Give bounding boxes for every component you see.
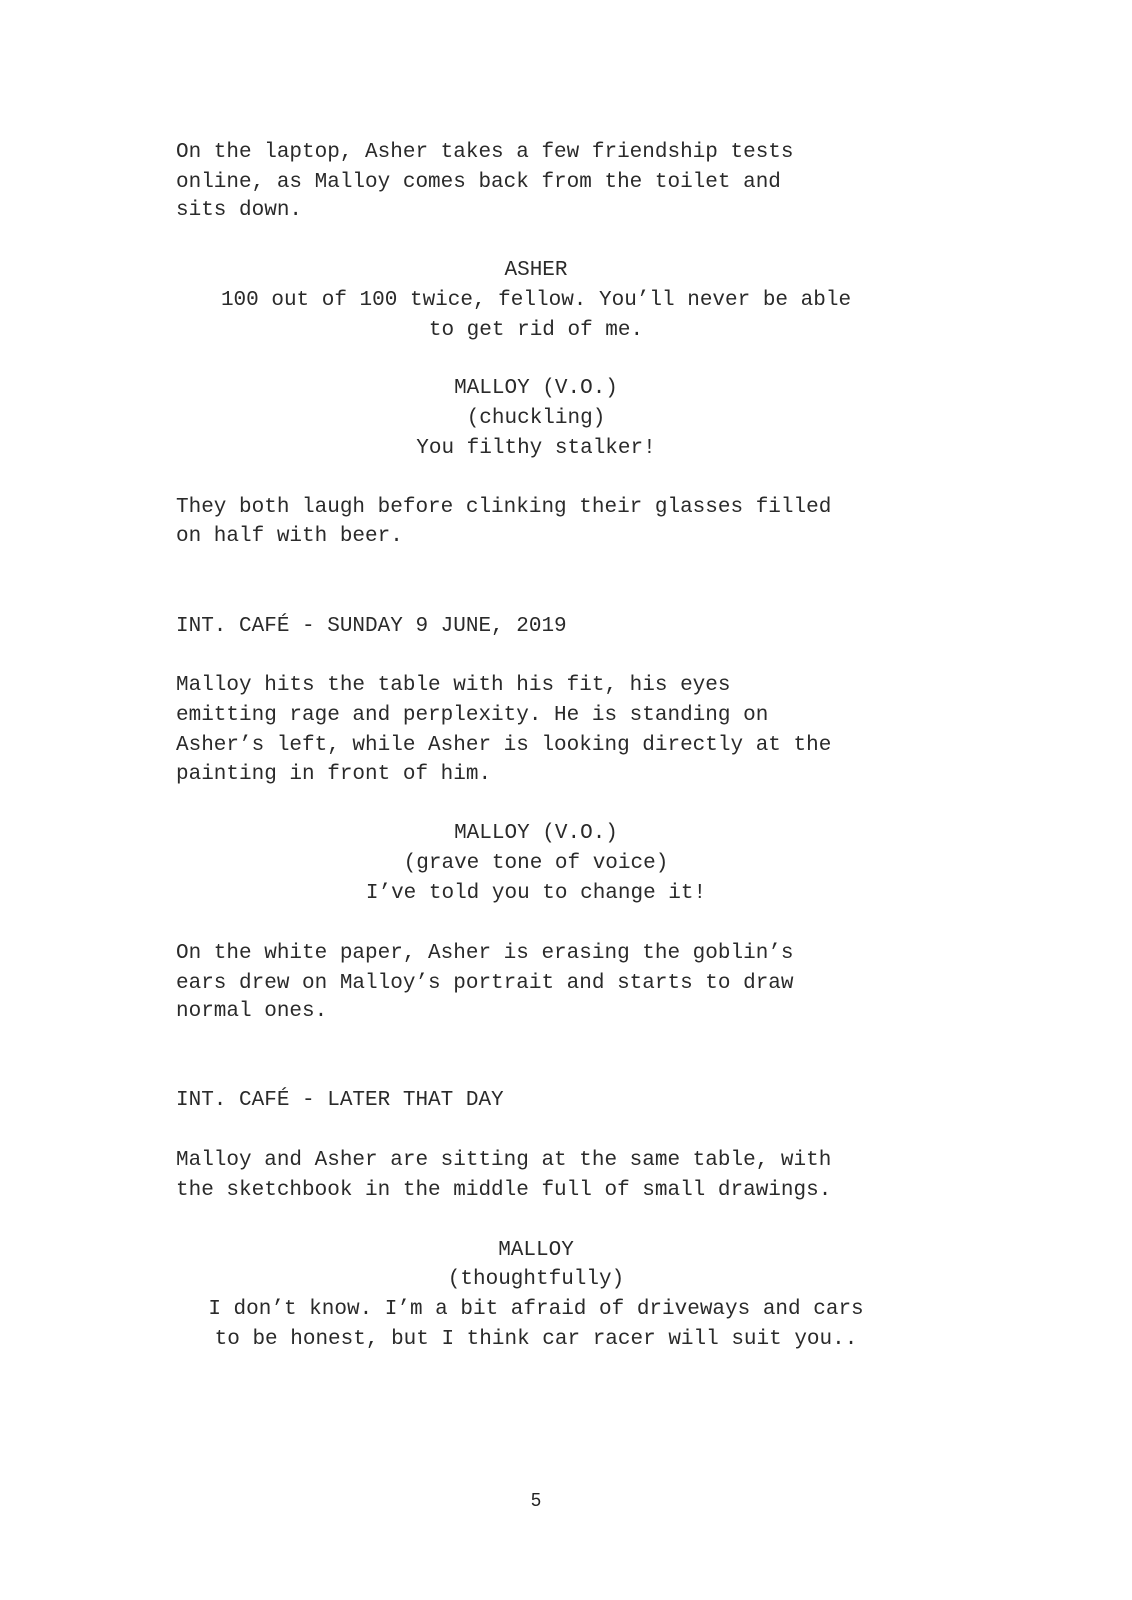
action-line: online, as Malloy comes back from the toilet and — [176, 171, 781, 194]
scene-heading: INT. CAFÉ - LATER THAT DAY — [176, 1089, 504, 1112]
parenthetical: (grave tone of voice) — [403, 852, 669, 875]
page-number: 5 — [530, 1490, 541, 1510]
action-line: on half with beer. — [176, 525, 403, 548]
action-line: Malloy and Asher are sitting at the same table, with — [176, 1149, 832, 1172]
character-name: MALLOY — [498, 1239, 574, 1262]
action-line: Malloy hits the table with his fit, his eyes — [176, 674, 731, 697]
action-line: On the laptop, Asher takes a few friendship tests — [176, 141, 794, 164]
action-line: normal ones. — [176, 1000, 328, 1023]
parenthetical: (thoughtfully) — [447, 1268, 625, 1291]
character-name: ASHER — [504, 259, 568, 282]
scene-heading: INT. CAFÉ - SUNDAY 9 JUNE, 2019 — [176, 615, 567, 638]
dialogue-line: to be honest, but I think car racer will suit you.. — [214, 1328, 858, 1351]
action-line: Asher’s left, while Asher is looking directly at the — [176, 734, 832, 757]
character-name: MALLOY (V.O.) — [454, 377, 618, 400]
action-line: the sketchbook in the middle full of small drawings. — [176, 1179, 832, 1202]
action-line: On the white paper, Asher is erasing the goblin’s — [176, 942, 794, 965]
action-line: emitting rage and perplexity. He is standing on — [176, 704, 769, 727]
parenthetical: (chuckling) — [466, 407, 606, 430]
dialogue-line: I’ve told you to change it! — [365, 882, 707, 905]
dialogue-line: I don’t know. I’m a bit afraid of driveways and cars — [208, 1298, 864, 1321]
action-line: sits down. — [176, 199, 303, 222]
action-line: painting in front of him. — [176, 763, 492, 786]
character-name: MALLOY (V.O.) — [454, 822, 618, 845]
dialogue-line: to get rid of me. — [428, 319, 644, 342]
action-line: They both laugh before clinking their glasses filled — [176, 496, 832, 519]
dialogue-line: 100 out of 100 twice, fellow. You’ll never be able — [220, 289, 852, 312]
dialogue-line: You filthy stalker! — [416, 437, 656, 460]
action-line: ears drew on Malloy’s portrait and starts to draw — [176, 972, 794, 995]
